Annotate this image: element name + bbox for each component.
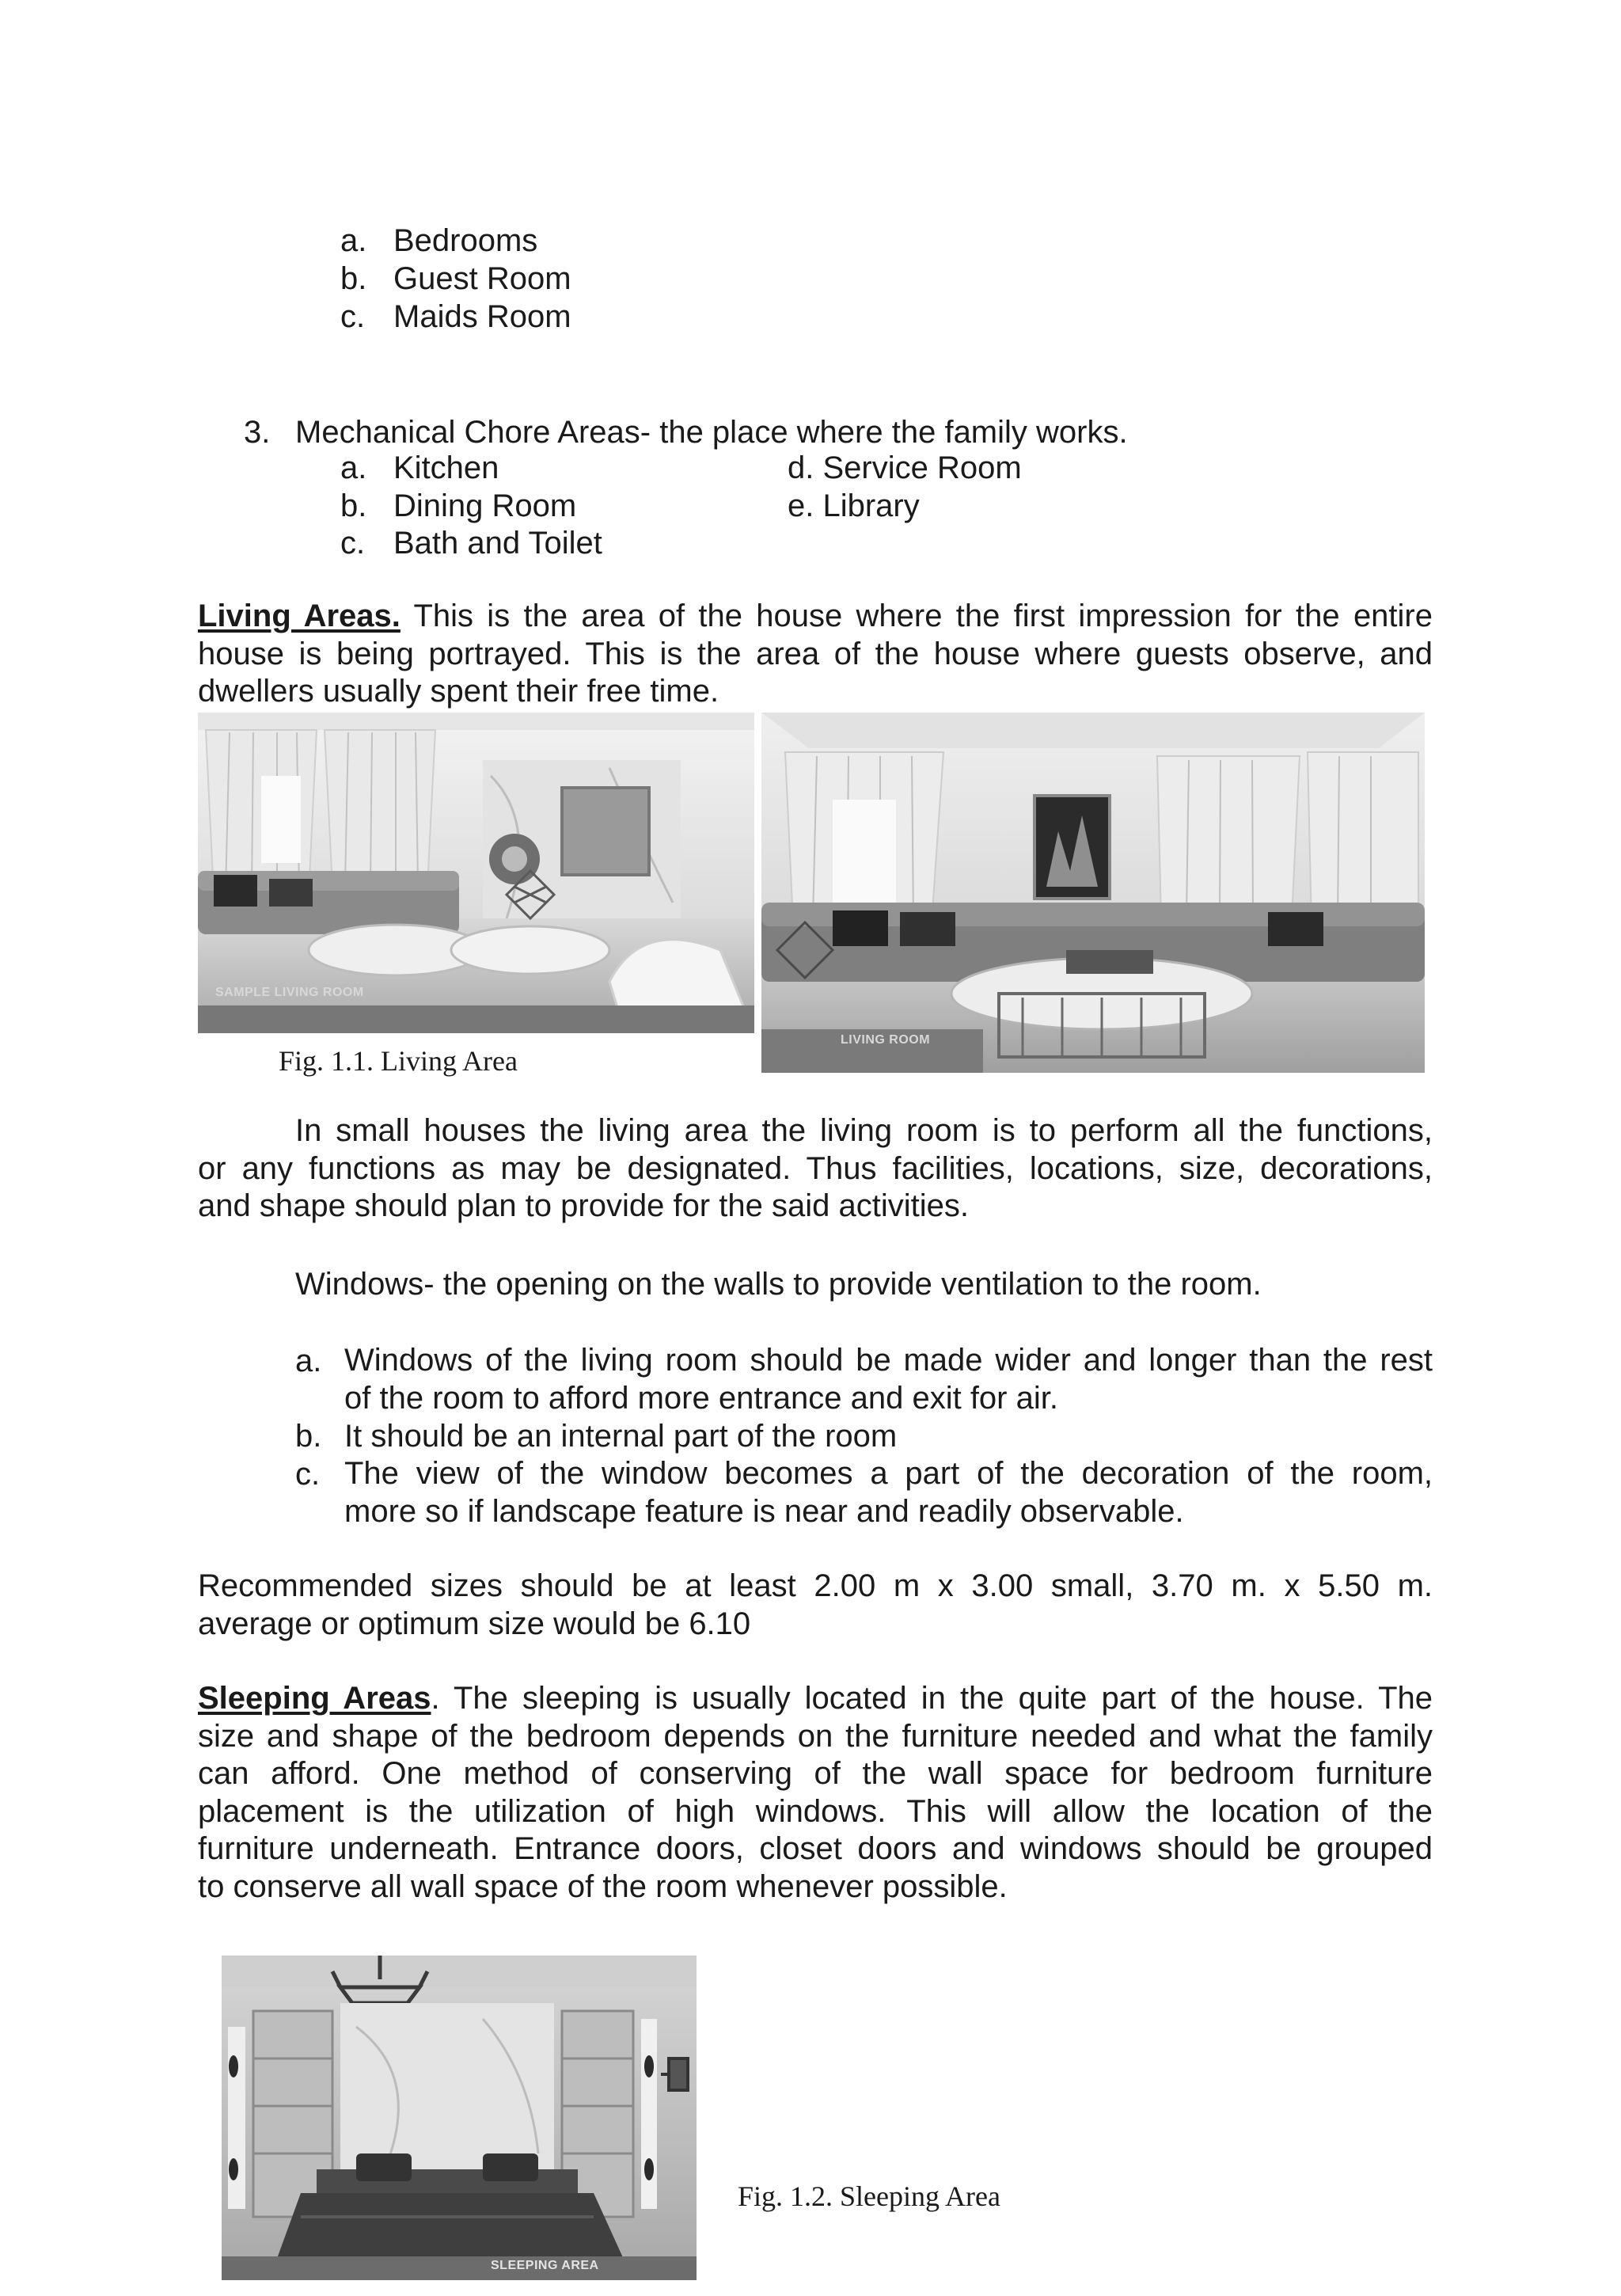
list-marker: b. [340, 488, 367, 523]
list-item: Dining Room [393, 488, 577, 523]
photo-label: LIVING ROOM [841, 1033, 931, 1047]
paragraph-text: This is the area of the house where the first impression for the entire [400, 599, 1433, 633]
living-areas-heading: Living Areas. [198, 599, 401, 633]
list-item-line: of the room to afford more entrance and exit for air. [344, 1380, 1058, 1416]
section-title: Mechanical Chore Areas- the place where the family works. [295, 415, 1128, 450]
paragraph-line: Recommended sizes should be at least 2.00 m x 3.00 small, 3.70 m. x 5.50 m. [198, 1568, 1433, 1603]
list-marker: c. [340, 526, 366, 561]
paragraph-line: average or optimum size would be 6.10 [198, 1606, 751, 1641]
figure-caption: Fig. 1.2. Sleeping Area [738, 2180, 1000, 2212]
list-item [344, 1455, 1433, 1530]
list-item: Maids Room [393, 299, 571, 334]
list-item: Bath and Toilet [393, 526, 602, 561]
list-item-line: Windows of the living room should be made wider and longer than the rest [344, 1343, 1433, 1378]
paragraph-line: furniture underneath. Entrance doors, closet doors and windows should be grouped [198, 1831, 1433, 1866]
list-item [344, 1342, 1433, 1417]
paragraph-line: house is being portrayed. This is the area of the house where guests observe, and [198, 636, 1433, 671]
photo-label: SLEEPING AREA [491, 2259, 599, 2272]
list-item: Bedrooms [393, 223, 538, 258]
windows-intro: Windows- the opening on the walls to provide ventilation to the room. [295, 1267, 1262, 1302]
list-item: Kitchen [393, 450, 499, 485]
list-item-line: The view of the window becomes a part of the decoration of the room, [344, 1456, 1433, 1491]
paragraph-line: to conserve all wall space of the room whenever possible. [198, 1868, 1008, 1904]
figure-caption: Fig. 1.1. Living Area [279, 1045, 518, 1077]
list-marker: a. [340, 223, 367, 258]
sleeping-areas-paragraph [198, 1680, 1433, 1906]
sleeping-area-photo [222, 1956, 697, 2280]
paragraph-line: can afford. One method of conserving of the wall space for bedroom furniture [198, 1756, 1433, 1791]
list-item: e. Library [788, 488, 920, 523]
photo-label: SAMPLE LIVING ROOM [215, 986, 364, 999]
paragraph-text: . The sleeping is usually located in the quite part of the house. The [431, 1681, 1433, 1716]
paragraph-line: In small houses the living area the living room is to perform all the functions, [295, 1113, 1433, 1148]
paragraph-line: and shape should plan to provide for the said activities. [198, 1188, 969, 1223]
list-item-line: more so if landscape feature is near and readily observable. [344, 1493, 1184, 1529]
list-marker: a. [295, 1344, 322, 1378]
section-number: 3. [244, 415, 271, 450]
list-item: Guest Room [393, 261, 571, 296]
paragraph-line: size and shape of the bedroom depends on the furniture needed and what the family [198, 1718, 1433, 1754]
list-item: d. Service Room [788, 450, 1022, 485]
list-marker: c. [295, 1457, 321, 1492]
list-marker: c. [340, 299, 366, 334]
living-room-photo-left [198, 713, 754, 1033]
list-marker: a. [340, 450, 367, 485]
sleeping-areas-heading: Sleeping Areas [198, 1681, 431, 1716]
living-room-photo-right [761, 713, 1425, 1073]
paragraph-line: or any functions as may be designated. Thus facilities, locations, size, decorations, [198, 1150, 1433, 1186]
living-areas-paragraph [198, 598, 1433, 711]
list-item: It should be an internal part of the room [344, 1419, 898, 1454]
paragraph-line: placement is the utilization of high windows. This will allow the location of the [198, 1793, 1433, 1829]
list-marker: b. [340, 261, 367, 296]
recommended-sizes-paragraph [198, 1568, 1433, 1643]
paragraph-line: dwellers usually spent their free time. [198, 674, 719, 709]
list-marker: b. [295, 1419, 322, 1454]
small-houses-paragraph [198, 1112, 1433, 1226]
